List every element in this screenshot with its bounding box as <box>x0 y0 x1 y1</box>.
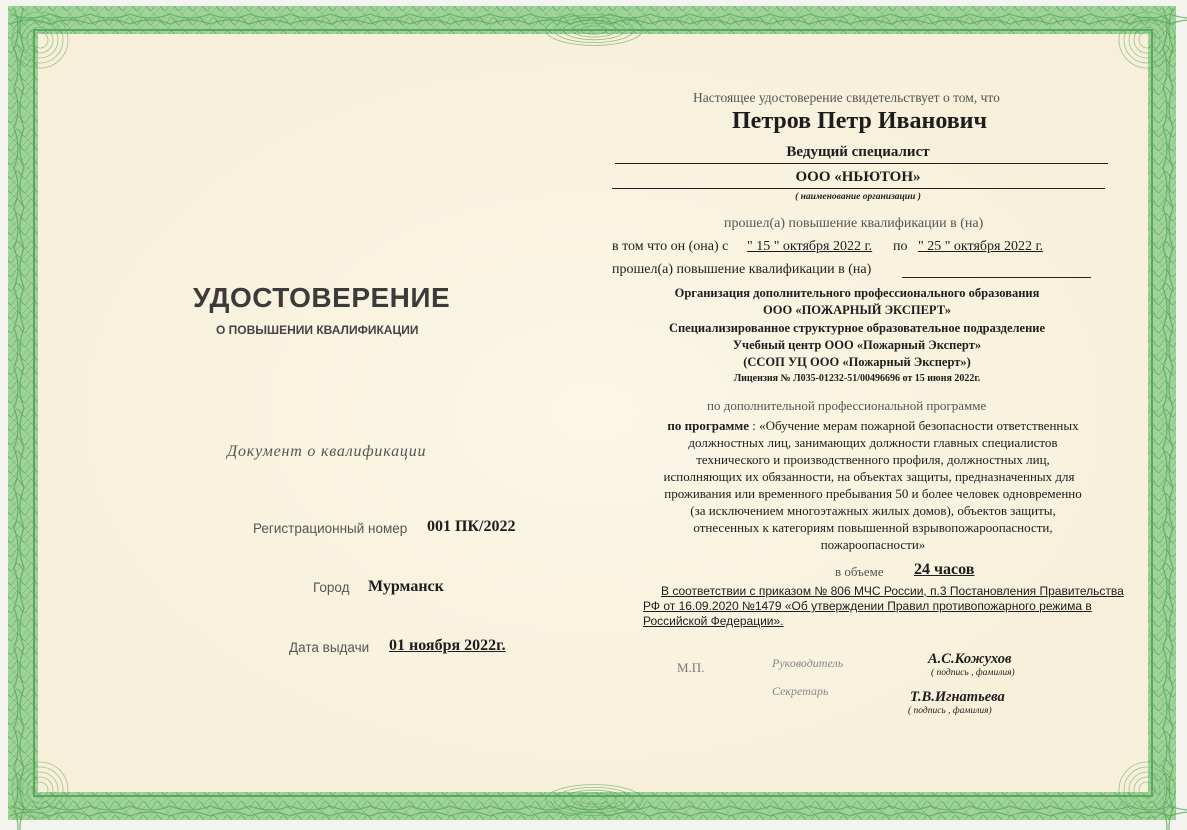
head-caption: ( подпись , фамилия) <box>931 668 1015 678</box>
seal-placeholder: М.П. <box>677 660 705 675</box>
issue-date-label: Дата выдачи <box>289 640 370 655</box>
position-underline <box>615 163 1108 164</box>
left-subtitle: О ПОВЫШЕНИИ КВАЛИФИКАЦИИ <box>216 323 419 337</box>
legal-basis-line: РФ от 16.09.2020 №1479 «Об утверждении Правил противопожарного режима в <box>643 599 1092 613</box>
license-line: Лицензия № Л035-01232-51/00496696 от 15 июня 2022г. <box>733 373 981 384</box>
program-line: должностных лиц, занимающих должности главных специалистов <box>688 435 1058 450</box>
program-line: (за исключением многоэтажных жилых домов), объектов защиты, <box>690 503 1056 518</box>
reg-number-value: 001 ПК/2022 <box>427 518 516 535</box>
program-line: исполняющих их обязанности, на объектах защиты, предназначенных для <box>663 469 1075 484</box>
program-line: проживания или временного пребывания 50 и более человек одновременно <box>664 486 1082 501</box>
program-line: технического и производственного профиля, должностных лиц, <box>696 452 1050 467</box>
organization-underline <box>612 188 1105 189</box>
program-label: по программе <box>667 418 749 433</box>
secretary-label: Секретарь <box>772 684 829 698</box>
period-prefix: в том что он (она) с <box>612 239 729 254</box>
period-date-to: " 25 " октября 2022 г. <box>918 239 1044 254</box>
institution-line: Специализированное структурное образовательное подразделение <box>668 321 1046 335</box>
period-date-from: " 15 " октября 2022 г. <box>747 239 873 254</box>
intro-text: Настоящее удостоверение свидетельствует о том, что <box>693 90 1000 105</box>
program-line: отнесенных к категориям повышенной взрывопожароопасности, <box>693 520 1053 535</box>
passed-line-2: прошел(а) повышение квалификации в (на) <box>612 262 872 277</box>
doc-type-label: Документ о квалификации <box>227 443 427 460</box>
institution-line: Учебный центр ООО «Пожарный Эксперт» <box>732 338 982 352</box>
city-label: Город <box>313 580 350 595</box>
period-mid: по <box>893 239 908 254</box>
legal-basis-line: Российской Федерации». <box>643 614 784 628</box>
passed-line-2-blank <box>902 277 1091 278</box>
program-line: : «Обучение мерам пожарной безопасности ответственных <box>752 418 1079 433</box>
holder-position: Ведущий специалист <box>786 144 930 160</box>
organization-caption: ( наименование организации ) <box>795 192 921 202</box>
head-name: А.С.Кожухов <box>928 651 1012 667</box>
institution-line: ООО «ПОЖАРНЫЙ ЭКСПЕРТ» <box>763 303 951 317</box>
volume-label: в объеме <box>835 564 884 579</box>
program-line: пожароопасности» <box>820 537 926 552</box>
program-line-first <box>667 418 1078 434</box>
reg-number-label: Регистрационный номер <box>253 521 408 536</box>
institution-line: Организация дополнительного профессионального образования <box>674 286 1040 300</box>
passed-line-1: прошел(а) повышение квалификации в (на) <box>724 216 984 231</box>
legal-basis-line: В соответствии с приказом № 806 МЧС России, п.3 Постановления Правительства <box>661 584 1124 598</box>
holder-organization: ООО «НЬЮТОН» <box>795 169 921 185</box>
institution-line: (ССОП УЦ ООО «Пожарный Эксперт») <box>743 355 971 369</box>
program-caption: по дополнительной профессиональной программе <box>707 398 987 413</box>
left-title: УДОСТОВЕРЕНИЕ <box>193 282 451 313</box>
volume-value: 24 часов <box>914 561 975 578</box>
head-label: Руководитель <box>772 656 844 670</box>
secretary-name: Т.В.Игнатьева <box>910 689 1005 705</box>
secretary-caption: ( подпись , фамилия) <box>908 706 992 716</box>
city-value: Мурманск <box>368 578 444 595</box>
issue-date-value: 01 ноября 2022г. <box>389 637 506 654</box>
holder-name: Петров Петр Иванович <box>732 108 988 134</box>
